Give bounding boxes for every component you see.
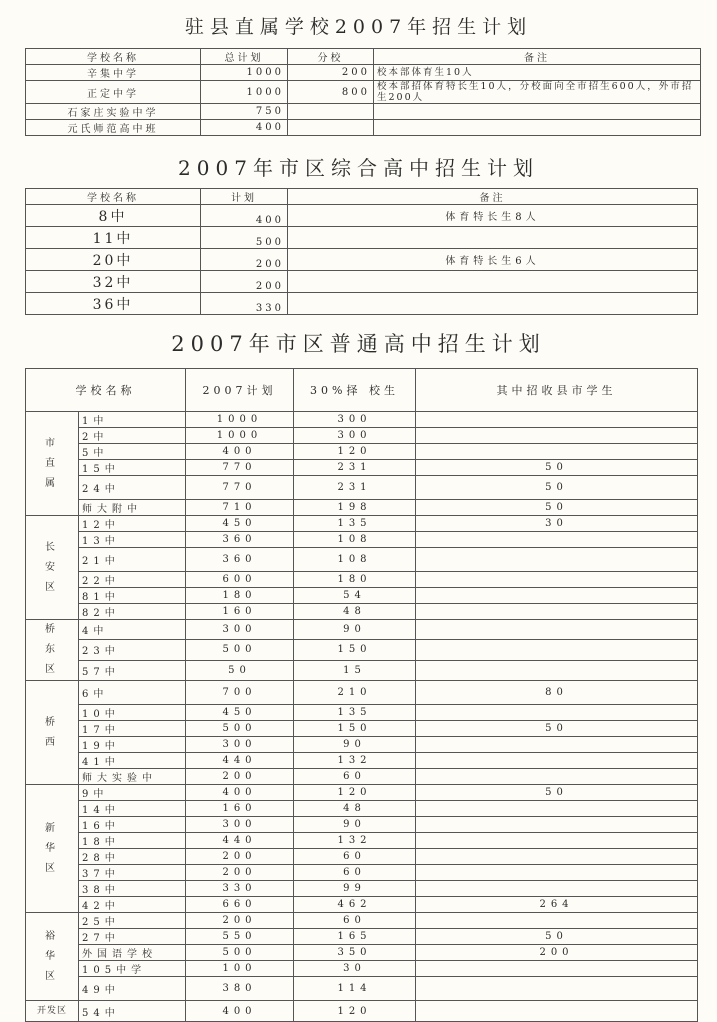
choice-students: 90	[294, 620, 416, 640]
choice-students: 60	[294, 769, 416, 785]
county-students	[416, 849, 698, 865]
county-students: 50	[416, 929, 698, 945]
table-row	[26, 897, 698, 913]
table-row	[26, 500, 698, 516]
table-row	[26, 412, 698, 428]
table-row	[26, 104, 701, 120]
table-row	[26, 227, 698, 249]
district-name: 裕华区	[26, 913, 79, 1001]
school-name: 20中	[26, 249, 201, 271]
county-students	[416, 412, 698, 428]
table-row	[26, 961, 698, 977]
table-row	[26, 1001, 698, 1022]
plan-2007: 450	[186, 516, 294, 532]
choice-students: 350	[294, 945, 416, 961]
county-students	[416, 548, 698, 572]
table-row	[26, 65, 701, 81]
table-row	[26, 604, 698, 620]
school-name: 8中	[26, 205, 201, 227]
remark	[374, 120, 701, 136]
school-name: 5中	[79, 444, 186, 460]
plan-2007: 400	[186, 444, 294, 460]
choice-students: 462	[294, 897, 416, 913]
school-name: 36中	[26, 293, 201, 315]
table-row	[26, 817, 698, 833]
school-name: 21中	[79, 548, 186, 572]
school-name: 25中	[79, 913, 186, 929]
school-name: 6中	[79, 681, 186, 705]
county-students: 50	[416, 721, 698, 737]
choice-students: 300	[294, 412, 416, 428]
plan-2007: 400	[186, 785, 294, 801]
school-name: 81中	[79, 588, 186, 604]
header-plan: 计划	[201, 189, 288, 205]
school-name: 辛集中学	[26, 65, 201, 81]
choice-students: 90	[294, 817, 416, 833]
county-students	[416, 532, 698, 548]
choice-students: 108	[294, 548, 416, 572]
plan-2007: 330	[186, 881, 294, 897]
county-students	[416, 428, 698, 444]
county-students: 50	[416, 476, 698, 500]
school-name: 41中	[79, 753, 186, 769]
branch-plan	[288, 120, 374, 136]
plan-2007: 500	[186, 945, 294, 961]
table-header-row	[26, 369, 698, 412]
school-name: 22中	[79, 572, 186, 588]
school-name: 82中	[79, 604, 186, 620]
school-name: 37中	[79, 865, 186, 881]
remark	[374, 104, 701, 120]
plan-2007: 200	[186, 865, 294, 881]
county-students: 50	[416, 785, 698, 801]
table-row	[26, 640, 698, 660]
school-name: 17中	[79, 721, 186, 737]
school-name: 42中	[79, 897, 186, 913]
table-row	[26, 681, 698, 705]
regular-hs-title: 2007年市区普通高中招生计划	[171, 332, 546, 356]
plan-2007: 500	[186, 640, 294, 660]
choice-students: 231	[294, 460, 416, 476]
table-row	[26, 849, 698, 865]
choice-students: 120	[294, 444, 416, 460]
county-students: 200	[416, 945, 698, 961]
school-name: 11中	[26, 227, 201, 249]
county-schools-title: 驻县直属学校2007年招生计划	[184, 16, 533, 38]
county-students	[416, 769, 698, 785]
school-name: 16中	[79, 817, 186, 833]
plan-2007: 360	[186, 548, 294, 572]
remark	[288, 271, 698, 293]
plan-2007: 300	[186, 737, 294, 753]
school-name: 49中	[79, 977, 186, 1001]
county-students	[416, 660, 698, 680]
plan-2007: 700	[186, 681, 294, 705]
school-name: 19中	[79, 737, 186, 753]
plan-2007: 770	[186, 460, 294, 476]
table-row	[26, 249, 698, 271]
choice-students: 48	[294, 801, 416, 817]
county-students	[416, 833, 698, 849]
school-name: 54中	[79, 1001, 186, 1022]
district-name: 市直属	[26, 412, 79, 516]
total-plan: 1000	[201, 65, 288, 81]
header-remarks: 备注	[288, 189, 698, 205]
table-row	[26, 945, 698, 961]
remark: 校本部体育生10人	[374, 65, 701, 81]
choice-students: 300	[294, 428, 416, 444]
table-row	[26, 293, 698, 315]
school-name: 32中	[26, 271, 201, 293]
remark: 校本部招体育特长生10人，分校面向全市招生600人，外市招生200人	[374, 81, 701, 104]
table-row	[26, 271, 698, 293]
table-row	[26, 460, 698, 476]
plan-2007: 160	[186, 801, 294, 817]
school-name: 师大实验中	[79, 769, 186, 785]
table-header-row	[26, 49, 701, 65]
school-name: 24中	[79, 476, 186, 500]
choice-students: 60	[294, 913, 416, 929]
table-row	[26, 516, 698, 532]
table-row	[26, 428, 698, 444]
choice-students: 198	[294, 500, 416, 516]
choice-students: 60	[294, 865, 416, 881]
school-name: 正定中学	[26, 81, 201, 104]
school-name: 石家庄实验中学	[26, 104, 201, 120]
table-row	[26, 532, 698, 548]
school-name: 2中	[79, 428, 186, 444]
county-students: 264	[416, 897, 698, 913]
plan-2007: 200	[186, 913, 294, 929]
county-students	[416, 913, 698, 929]
choice-students: 165	[294, 929, 416, 945]
county-students	[416, 588, 698, 604]
plan-2007: 180	[186, 588, 294, 604]
plan-2007: 710	[186, 500, 294, 516]
plan-2007: 440	[186, 753, 294, 769]
school-name: 师大附中	[79, 500, 186, 516]
choice-students: 132	[294, 753, 416, 769]
comprehensive-hs-table	[25, 188, 698, 315]
choice-students: 231	[294, 476, 416, 500]
table-row	[26, 705, 698, 721]
plan-2007: 160	[186, 604, 294, 620]
county-students	[416, 865, 698, 881]
header-total-plan: 总计划	[201, 49, 288, 65]
school-name: 105中学	[79, 961, 186, 977]
county-students	[416, 640, 698, 660]
plan: 200	[201, 271, 288, 293]
school-name: 12中	[79, 516, 186, 532]
header-remarks: 备注	[374, 49, 701, 65]
plan: 200	[201, 249, 288, 271]
plan-2007: 1000	[186, 412, 294, 428]
header-school-name: 学校名称	[26, 49, 201, 65]
county-students: 50	[416, 460, 698, 476]
school-name: 27中	[79, 929, 186, 945]
choice-students: 150	[294, 640, 416, 660]
county-students	[416, 620, 698, 640]
school-name: 元氏师范高中班	[26, 120, 201, 136]
school-name: 38中	[79, 881, 186, 897]
county-students	[416, 705, 698, 721]
plan-2007: 600	[186, 572, 294, 588]
county-students	[416, 737, 698, 753]
table-row	[26, 913, 698, 929]
table-row	[26, 588, 698, 604]
table-row	[26, 620, 698, 640]
table-row	[26, 801, 698, 817]
header-branch: 分校	[288, 49, 374, 65]
regular-hs-table	[25, 368, 698, 1022]
remark: 体育特长生8人	[288, 205, 698, 227]
total-plan: 1000	[201, 81, 288, 104]
table-header-row	[26, 189, 698, 205]
plan: 500	[201, 227, 288, 249]
county-students	[416, 801, 698, 817]
county-students	[416, 444, 698, 460]
table-row	[26, 120, 701, 136]
school-name: 9中	[79, 785, 186, 801]
school-name: 4中	[79, 620, 186, 640]
plan-2007: 300	[186, 817, 294, 833]
choice-students: 60	[294, 849, 416, 865]
choice-students: 54	[294, 588, 416, 604]
county-students	[416, 881, 698, 897]
plan-2007: 500	[186, 721, 294, 737]
plan-2007: 450	[186, 705, 294, 721]
total-plan: 400	[201, 120, 288, 136]
table-row	[26, 929, 698, 945]
table-row	[26, 81, 701, 104]
plan: 330	[201, 293, 288, 315]
table-row	[26, 881, 698, 897]
choice-students: 135	[294, 516, 416, 532]
county-students	[416, 817, 698, 833]
table-row	[26, 548, 698, 572]
plan-2007: 200	[186, 849, 294, 865]
table-row	[26, 769, 698, 785]
table-row	[26, 660, 698, 680]
table-row	[26, 476, 698, 500]
remark	[288, 293, 698, 315]
county-schools-table	[25, 48, 701, 136]
county-students	[416, 977, 698, 1001]
header-county-students: 其中招收县市学生	[416, 369, 698, 412]
choice-students: 120	[294, 1001, 416, 1022]
branch-plan: 200	[288, 65, 374, 81]
plan-2007: 100	[186, 961, 294, 977]
choice-students: 15	[294, 660, 416, 680]
table-row	[26, 737, 698, 753]
choice-students: 114	[294, 977, 416, 1001]
choice-students: 30	[294, 961, 416, 977]
choice-students: 48	[294, 604, 416, 620]
header-school-name: 学校名称	[26, 189, 201, 205]
district-name: 长安区	[26, 516, 79, 620]
plan-2007: 770	[186, 476, 294, 500]
county-students	[416, 961, 698, 977]
total-plan: 750	[201, 104, 288, 120]
table-row	[26, 977, 698, 1001]
branch-plan	[288, 104, 374, 120]
county-students	[416, 572, 698, 588]
district-name: 开发区	[26, 1001, 79, 1022]
district-name: 新华区	[26, 785, 79, 913]
branch-plan: 800	[288, 81, 374, 104]
choice-students: 99	[294, 881, 416, 897]
school-name: 18中	[79, 833, 186, 849]
choice-students: 210	[294, 681, 416, 705]
plan-2007: 200	[186, 769, 294, 785]
choice-students: 135	[294, 705, 416, 721]
comprehensive-hs-title: 2007年市区综合高中招生计划	[178, 156, 539, 180]
header-choice-students: 30%择 校生	[294, 369, 416, 412]
table-row	[26, 833, 698, 849]
remark	[288, 227, 698, 249]
school-name: 13中	[79, 532, 186, 548]
plan-2007: 360	[186, 532, 294, 548]
county-students: 30	[416, 516, 698, 532]
plan-2007: 660	[186, 897, 294, 913]
school-name: 10中	[79, 705, 186, 721]
district-name: 桥西	[26, 681, 79, 785]
plan-2007: 440	[186, 833, 294, 849]
plan-2007: 300	[186, 620, 294, 640]
remark: 体育特长生6人	[288, 249, 698, 271]
table-row	[26, 572, 698, 588]
table-row	[26, 205, 698, 227]
table-row	[26, 753, 698, 769]
plan-2007: 380	[186, 977, 294, 1001]
table-row	[26, 444, 698, 460]
choice-students: 90	[294, 737, 416, 753]
table-row	[26, 865, 698, 881]
table-row	[26, 785, 698, 801]
school-name: 外国语学校	[79, 945, 186, 961]
regular-hs-body	[26, 412, 698, 1022]
school-name: 1中	[79, 412, 186, 428]
school-name: 28中	[79, 849, 186, 865]
choice-students: 150	[294, 721, 416, 737]
county-students	[416, 753, 698, 769]
choice-students: 120	[294, 785, 416, 801]
choice-students: 108	[294, 532, 416, 548]
plan-2007: 1000	[186, 428, 294, 444]
county-students	[416, 604, 698, 620]
table-row	[26, 721, 698, 737]
plan-2007: 50	[186, 660, 294, 680]
county-students: 50	[416, 500, 698, 516]
school-name: 15中	[79, 460, 186, 476]
county-students: 80	[416, 681, 698, 705]
school-name: 23中	[79, 640, 186, 660]
school-name: 14中	[79, 801, 186, 817]
school-name: 57中	[79, 660, 186, 680]
choice-students: 132	[294, 833, 416, 849]
choice-students: 180	[294, 572, 416, 588]
plan-2007: 550	[186, 929, 294, 945]
header-school-name: 学校名称	[26, 369, 186, 412]
header-2007-plan: 2007计划	[186, 369, 294, 412]
county-students	[416, 1001, 698, 1022]
plan: 400	[201, 205, 288, 227]
district-name: 桥东区	[26, 620, 79, 681]
plan-2007: 400	[186, 1001, 294, 1022]
